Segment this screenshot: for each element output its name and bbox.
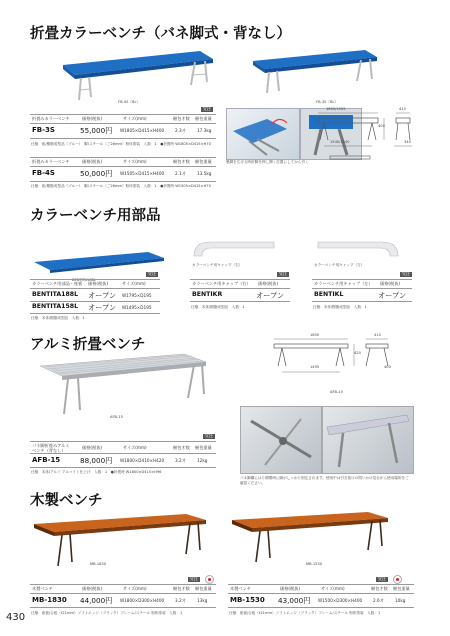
dim-label: 1800 [310,333,320,337]
order-badge: 受注 [189,576,199,582]
table-header: サイズ(mm) [123,586,147,591]
product-weight: 10kg [395,598,406,603]
product-spec: 仕様：座板/合板（t21mm）ソフトエッジ（ブラック）フレーム/スチール 粉体塗装 入数：1 [229,611,381,615]
product-spec: 仕様：座板/合板（t21mm）ソフトエッジ（ブラック）フレーム/スチール 粉体塗装 入数：1 [31,611,183,615]
aluminum-folding-photo-1 [240,406,322,474]
product-spec: 仕様：本体/樹脂成型品 入数：1 [31,316,85,320]
table-header: 梱包才数 [371,586,388,591]
product-code: BENTITA158L [32,303,79,310]
product-price: 55,000円 [80,126,113,135]
product-code: BENTIKL [314,291,344,298]
product-code: BENTIKR [192,291,223,298]
table-header: 梱包重量 [195,445,212,450]
product-spec: 仕様：座/樹脂成型品（ブルー） 脚/スチール（ご26mm）粉体塗装 入数：1 ●折畳時 W1505×D415×H70 [31,184,211,188]
image-caption: BENTITA188L [72,278,96,282]
table-header: 価格(税抜) [280,586,301,591]
dimension-drawing-fb [308,108,428,168]
dim-label: 400 [378,124,385,128]
image-caption: カラーベンチ用キャップ（左） [314,263,365,267]
product-weight: 13.5kg [197,171,212,176]
product-size: W1800×D410×H420 [120,458,165,463]
order-badge: 受注 [377,576,387,582]
dim-label: 410 [374,333,381,337]
product-size: W1805×D415×H400 [120,128,165,133]
product-weight: 17.3kg [197,128,212,133]
product-price: 44,000円 [80,596,113,605]
product-size: W1800×D300×H400 [120,598,165,603]
table-header: 価格(税抜) [82,445,103,450]
table-header: 価格(税抜) [258,281,279,286]
product-weight: 13kg [197,598,208,603]
image-caption: MB-1530 [306,562,323,566]
product-weight: 12kg [197,458,208,463]
table-header: サイズ(mm) [123,116,147,121]
image-caption: MB-1830 [90,562,107,566]
table-header: カラーベンチ用キャップ（右） [192,281,251,286]
product-sai: 2.1才 [175,171,186,176]
table-header: カラーベンチ用キャップ（左） [314,281,373,286]
product-spec: 仕様：本体/樹脂成型品 入数：1 [191,305,245,309]
table-header: 梱包重量 [195,116,212,121]
dim-label: 1495 [310,365,320,369]
product-price: 88,000円 [80,456,113,465]
product-spec: 仕様：座/樹脂成型品（ブルー） 脚/スチール（ご26mm）粉体塗装 入数：1 ●折畳時 W1805×D415×H70 [31,142,211,146]
table-header: サイズ(mm) [123,159,147,164]
product-spec: 仕様：本体/樹脂成型品 入数：1 [313,305,367,309]
table-header: 折畳みカラーベンチ [32,116,70,121]
table-header: サイズ(mm) [321,586,345,591]
table-header: サイズ(mm) [122,281,146,286]
table-header: 梱包才数 [173,116,190,121]
product-size: W1795×D195 [122,293,152,298]
page-number: 430 [6,612,26,623]
table-header: 木製ベンチ [32,586,53,591]
table-header: 木製ベンチ [230,586,251,591]
section-title-parts: カラーベンチ用部品 [30,208,161,224]
product-code: BENTITA188L [32,291,79,298]
table-header: 折畳みカラーベンチ [32,159,70,164]
table-header: 価格(税抜) [82,159,103,164]
table-header: パネ脚折畳みアルミベンチ（背なし） [32,443,70,453]
product-price: 50,000円 [80,169,113,178]
table-header: 価格(税抜) [380,281,401,286]
image-caption: FB-4S（BL） [118,100,141,104]
dim-label: 1540/1240 [330,140,350,144]
image-caption: AFB-15 [110,415,123,419]
product-size: W1495×D195 [122,305,152,310]
product-price: 43,000円 [278,596,311,605]
order-badge: 受注 [204,433,214,439]
table-header: カラーベンチ用部品・座板 [32,281,83,286]
dim-label: 340 [404,140,411,144]
product-spec: 仕様：本体/アルミ アルマイト仕上げ 入数：1 ●折畳時 W1800×D410×H96 [31,470,162,474]
product-price: オープン [88,303,117,312]
flag-icon [393,575,402,584]
section-title-wood-bench: 木製ベンチ [30,493,103,509]
table-header: 梱包才数 [173,586,190,591]
table-header: 梱包重量 [195,586,212,591]
cap-left-image [312,238,402,262]
order-badge: 受注 [202,106,212,112]
product-code: FB-4S [32,169,55,177]
dimension-drawing-afb [262,334,412,384]
image-caption: AFB-15 [330,390,343,394]
order-badge: 受注 [147,271,157,277]
product-size: W1505×D415×H400 [120,171,165,176]
aluminum-bench-image [34,352,214,420]
table-header: 梱包才数 [173,159,190,164]
product-sai: 2.6才 [373,598,384,603]
product-code: AFB-15 [32,456,61,464]
dim-label: 400 [384,365,391,369]
product-sai: 3.2才 [175,458,186,463]
table-header: 梱包重量 [393,586,410,591]
section-title-folding-bench: 折畳カラーベンチ（バネ脚式・背なし） [30,26,291,42]
product-price: オープン [378,291,407,300]
table-header: 価格(税抜) [88,281,109,286]
product-code: FB-3S [32,126,55,134]
product-code: MB-1830 [32,596,67,604]
product-price: オープン [256,291,285,300]
dim-label: 1805/1505 [326,107,346,111]
aluminum-folding-photo-2 [322,406,414,474]
bench-image-fb-4s [55,45,215,103]
order-badge: 受注 [278,271,288,277]
folding-mechanism-photo [226,108,300,160]
image-caption: カラーベンチ用キャップ（右） [192,263,243,267]
photo-caption: 裏脚を広げる時折脚を押し開く位置にしてから引く [226,160,309,164]
table-header: 価格(税抜) [82,116,103,121]
dim-label: 415 [399,107,406,111]
table-header: 梱包重量 [195,159,212,164]
table-header: 梱包才数 [173,445,190,450]
product-sai: 2.3才 [175,128,186,133]
product-sai: 3.2才 [175,598,186,603]
flag-icon [205,575,214,584]
wood-bench-image-mb-1530 [228,508,408,568]
product-price: オープン [88,291,117,300]
cap-right-image [190,238,280,262]
wood-bench-image-mb-1830 [30,510,210,570]
bench-image-fb-3s [245,45,385,101]
product-code: MB-1530 [230,596,265,604]
section-title-aluminum-bench: アルミ折畳ベンチ [30,337,146,353]
table-header: サイズ(mm) [123,445,147,450]
image-caption: FB-3S（BL） [316,100,339,104]
table-header: 価格(税抜) [82,586,103,591]
product-size: W1500×D300×H400 [318,598,363,603]
order-badge: 受注 [401,271,411,277]
dim-label: 420 [354,351,361,355]
usage-note: パネ脚構にはり開閉時に脚がしっかり固定されます。使用中は引き抜けの問いかけ見ながら使用場所をご確認ください。 [240,476,409,485]
